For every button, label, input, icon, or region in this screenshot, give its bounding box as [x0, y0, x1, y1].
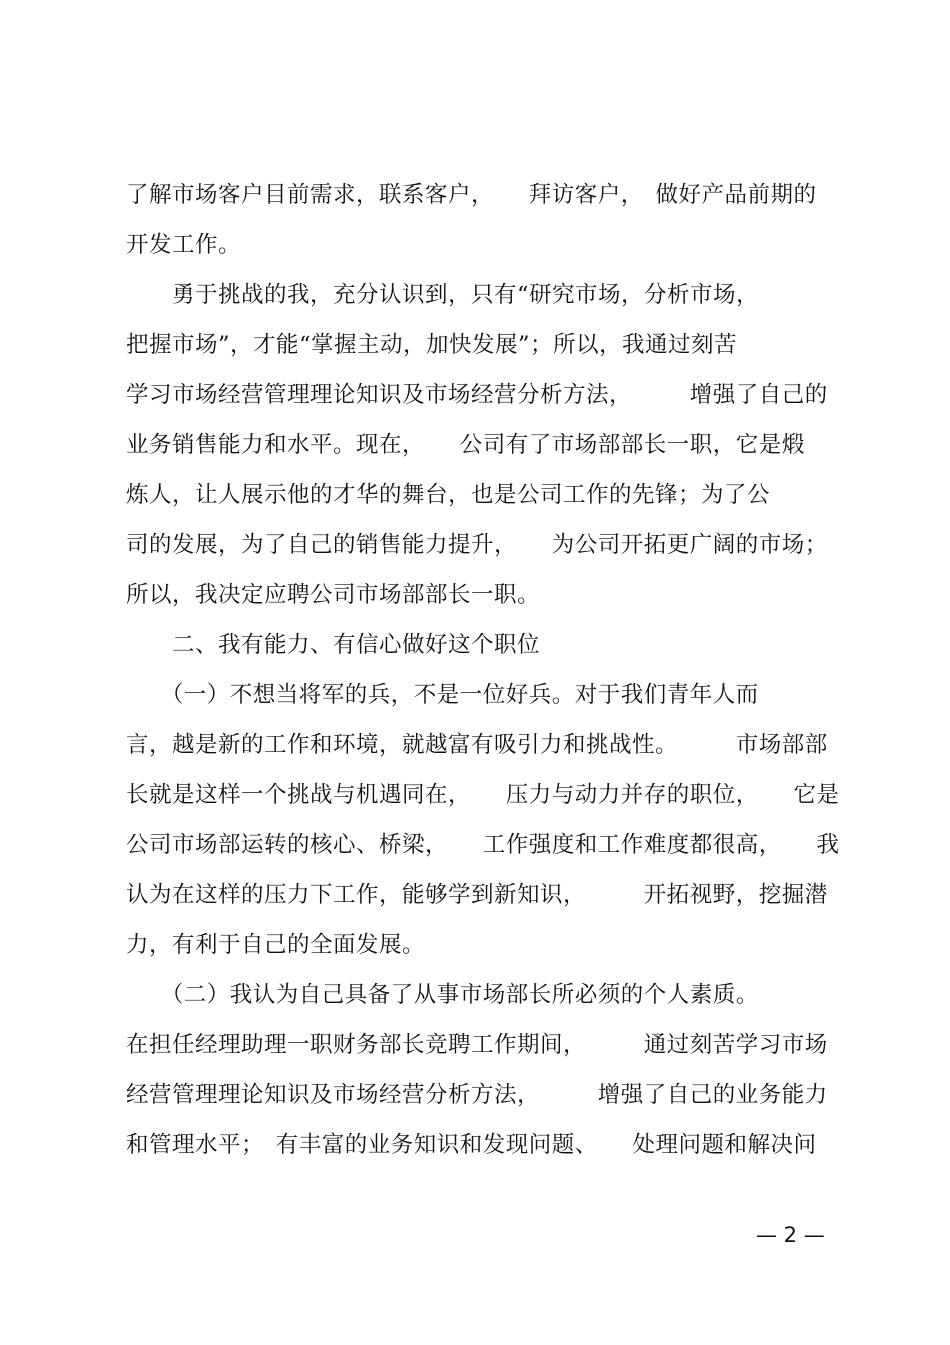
- text-line: 长就是这样一个挑战与机遇同在， 压力与动力并存的职位， 它是: [126, 782, 840, 808]
- text-line: 勇于挑战的我，充分认识到，只有“研究市场，分析市场，: [126, 282, 760, 308]
- text-line: 力，有利于自己的全面发展。: [126, 932, 426, 958]
- text-line: 开发工作。: [126, 232, 242, 258]
- section-heading: 二、我有能力、有信心做好这个职位: [126, 632, 541, 658]
- text-line: 和管理水平； 有丰富的业务知识和发现问题、 处理问题和解决问: [126, 1132, 817, 1158]
- text-line: 经营管理理论知识及市场经营分析方法， 增强了自己的业务能力: [126, 1082, 828, 1108]
- text-line: 司的发展，为了自己的销售能力提升， 为公司开拓更广阔的市场；: [126, 532, 828, 558]
- text-line: 业务销售能力和水平。现在， 公司有了市场部部长一职，它是煅: [126, 432, 805, 458]
- text-line: 在担任经理助理一职财务部长竞聘工作期间， 通过刻苦学习市场: [126, 1032, 828, 1058]
- text-line: 言，越是新的工作和环境，就越富有吸引力和挑战性。 市场部部: [126, 732, 828, 758]
- text-line: 公司市场部运转的核心、桥梁， 工作强度和工作难度都很高， 我: [126, 832, 840, 858]
- text-line: 所以，我决定应聘公司市场部部长一职。: [126, 582, 541, 608]
- text-line: 学习市场经营管理理论知识及市场经营分析方法， 增强了自己的: [126, 382, 828, 408]
- text-line: 了解市场客户目前需求，联系客户， 拜访客户， 做好产品前期的: [126, 182, 817, 208]
- text-line: 炼人，让人展示他的才华的舞台，也是公司工作的先锋；为了公: [126, 482, 771, 508]
- text-line: （二）我认为自己具备了从事市场部长所必须的个人素质。: [126, 982, 759, 1008]
- text-line: 认为在这样的压力下工作，能够学到新知识， 开拓视野，挖掘潜: [126, 882, 828, 908]
- text-line: （一）不想当将军的兵，不是一位好兵。对于我们青年人而: [126, 682, 759, 708]
- text-line: 把握市场”，才能“掌握主动，加快发展”；所以，我通过刻苦: [126, 332, 738, 358]
- page-number: — 2 —: [756, 1223, 825, 1247]
